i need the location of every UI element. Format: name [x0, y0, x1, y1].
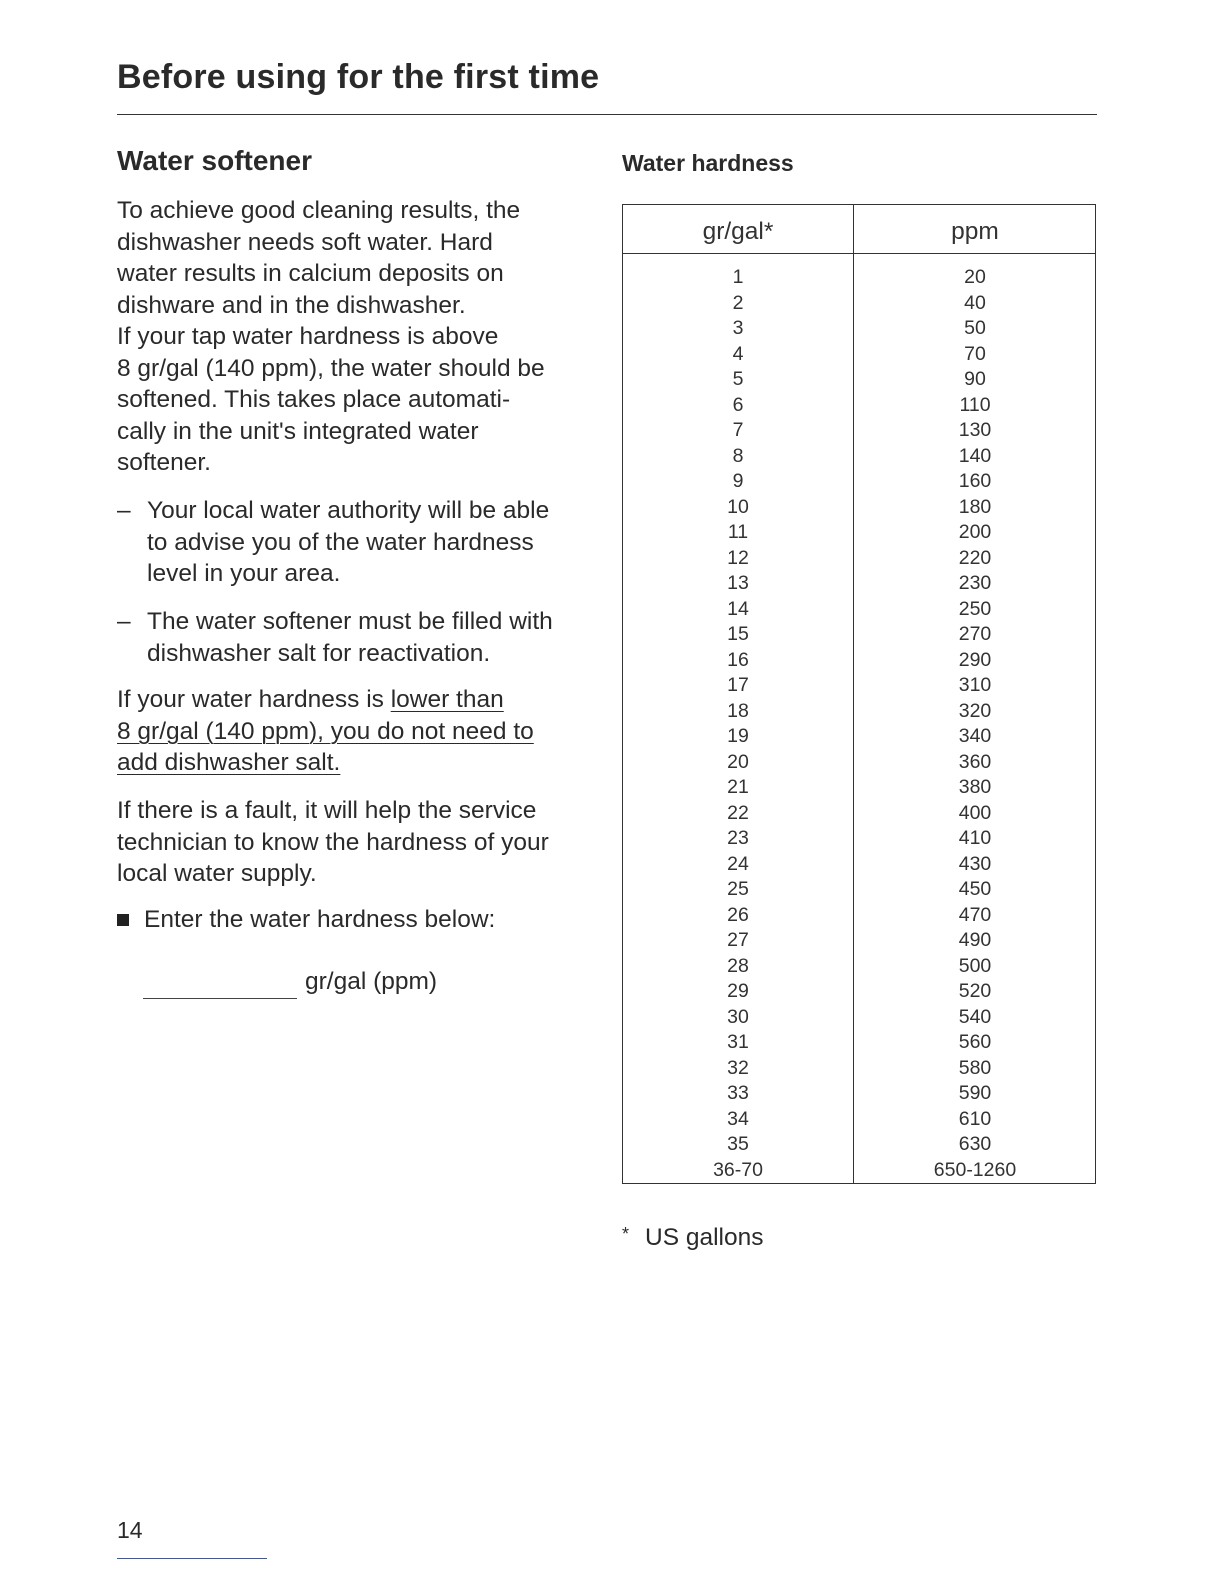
grgal-cell: 13 [727, 572, 749, 594]
ppm-cell: 380 [958, 776, 992, 798]
text-line: cally in the unit's integrated water [117, 417, 479, 445]
ppm-cell: 90 [964, 368, 986, 390]
grgal-cell: 22 [727, 801, 749, 824]
text-line: technician to know the hardness of your [117, 828, 549, 856]
ppm-cell: 70 [964, 342, 986, 365]
text-line: To achieve good cleaning results, the [117, 197, 521, 224]
grgal-cell: 29 [727, 980, 749, 1002]
ppm-cell: 580 [958, 1056, 992, 1079]
water-hardness-table [622, 204, 1096, 1184]
grgal-cell: 34 [727, 1107, 749, 1130]
ppm-cell: 340 [958, 725, 992, 747]
ppm-cell: 310 [958, 674, 992, 696]
ppm-cell: 540 [958, 1005, 992, 1028]
text-plain: If your water hardness is [117, 686, 391, 713]
table-heading: Water hardness [622, 150, 794, 176]
salt-note-paragraph [117, 684, 597, 779]
grgal-cell: 27 [727, 929, 749, 951]
grgal-cell: 18 [727, 699, 749, 722]
text-line: dishwasher salt for reactivation. [147, 639, 491, 667]
grgal-cell: 23 [727, 827, 749, 849]
entry-unit-label: gr/gal (ppm) [305, 968, 438, 995]
section-heading: Water softener [117, 145, 313, 176]
ppm-cell: 630 [958, 1133, 992, 1155]
ppm-cell: 270 [958, 623, 992, 645]
ppm-cell: 590 [958, 1082, 992, 1104]
ppm-cell: 360 [958, 750, 992, 773]
ppm-cell: 220 [958, 546, 992, 569]
ppm-cell: 470 [958, 903, 992, 926]
action-item [117, 904, 495, 936]
ppm-cell: 140 [958, 444, 992, 467]
ppm-cell: 520 [958, 980, 992, 1002]
footnote-marker: * [622, 1224, 630, 1244]
dash-bullet: – [117, 497, 131, 524]
grgal-cell: 6 [732, 393, 744, 416]
intro-paragraph [117, 195, 597, 479]
grgal-cell: 2 [732, 291, 744, 314]
grgal-cell: 30 [727, 1005, 749, 1028]
action-text: Enter the water hardness below: [144, 906, 496, 933]
ppm-cell: 410 [958, 827, 992, 849]
footer-rule [117, 1558, 267, 1559]
ppm-cell: 320 [958, 699, 992, 722]
grgal-cell: 19 [727, 725, 749, 747]
text-line: water results in calcium deposits on [117, 260, 504, 287]
fault-paragraph [117, 795, 597, 890]
grgal-cell: 26 [727, 903, 749, 926]
ppm-cell: 230 [958, 572, 992, 594]
grgal-cell: 15 [727, 623, 749, 645]
grgal-cell: 31 [727, 1031, 749, 1053]
text-line: softened. This takes place automati- [117, 386, 511, 413]
grgal-cell: 16 [727, 648, 749, 671]
ppm-cell: 650-1260 [933, 1158, 1017, 1181]
grgal-cell: 9 [732, 470, 744, 492]
text-line: softener. [117, 449, 211, 476]
square-bullet-icon [117, 914, 129, 926]
footnote-text: US gallons [645, 1224, 764, 1251]
grgal-cell: 24 [727, 852, 749, 875]
dash-bullet: – [117, 608, 131, 635]
ppm-cell: 250 [958, 597, 992, 620]
ppm-cell: 490 [958, 929, 992, 951]
grgal-cell: 4 [732, 342, 744, 365]
ppm-cell: 160 [958, 470, 992, 492]
footnote [622, 1224, 764, 1252]
text-line: level in your area. [147, 560, 341, 587]
text-line [117, 684, 597, 716]
ppm-cell: 430 [958, 852, 992, 875]
grgal-cell: 28 [727, 954, 749, 977]
text-line: If there is a fault, it will help the service [117, 797, 537, 824]
hardness-entry-blank[interactable] [143, 998, 297, 999]
grgal-cell: 1 [732, 266, 744, 288]
grgal-cell: 14 [727, 597, 749, 620]
text-line: If your tap water hardness is above [117, 323, 499, 350]
grgal-cell: 25 [727, 878, 749, 900]
ppm-cell: 40 [964, 291, 986, 314]
ppm-cell: 400 [958, 801, 992, 824]
ppm-cell: 500 [958, 954, 992, 977]
dash-list-item [117, 495, 597, 590]
ppm-cell: 50 [964, 317, 986, 339]
text-line: dishware and in the dishwasher. [117, 291, 466, 319]
column-header-ppm: ppm [951, 218, 999, 245]
ppm-cell: 450 [958, 878, 992, 900]
grgal-cell: 5 [732, 368, 744, 390]
page-title: Before using for the first time [117, 58, 600, 96]
text-line: local water supply. [117, 860, 317, 887]
text-line: to advise you of the water hardness [147, 528, 534, 556]
grgal-cell: 7 [732, 419, 744, 441]
title-divider [117, 114, 1097, 115]
ppm-cell: 180 [958, 495, 992, 518]
grgal-cell: 35 [727, 1133, 749, 1155]
text-line: Your local water authority will be able [147, 497, 550, 524]
grgal-cell: 3 [732, 317, 744, 339]
grgal-cell: 33 [727, 1082, 749, 1104]
dash-list-item [117, 606, 597, 669]
grgal-cell: 20 [727, 750, 749, 773]
text-line: 8 gr/gal (140 ppm), the water should be [117, 354, 545, 382]
ppm-cell: 130 [958, 419, 992, 441]
grgal-cell: 36-70 [713, 1158, 763, 1181]
grgal-cell: 17 [727, 674, 749, 696]
grgal-cell: 11 [727, 521, 749, 543]
underlined-text: lower than [390, 686, 504, 713]
grgal-cell: 8 [732, 444, 744, 467]
ppm-cell: 20 [964, 266, 986, 288]
grgal-cell: 12 [727, 546, 749, 569]
grgal-column [623, 265, 853, 1183]
column-header-grgal: gr/gal* [702, 218, 774, 245]
text-line: The water softener must be filled with [147, 608, 553, 635]
grgal-cell: 32 [727, 1056, 749, 1079]
ppm-column [853, 265, 1097, 1183]
ppm-cell: 200 [958, 521, 992, 543]
ppm-cell: 610 [958, 1107, 992, 1130]
header-divider [623, 253, 1095, 254]
text-line: dishwasher needs soft water. Hard [117, 228, 493, 256]
grgal-cell: 10 [727, 495, 749, 518]
ppm-cell: 560 [958, 1031, 992, 1053]
ppm-cell: 110 [959, 393, 991, 416]
ppm-cell: 290 [958, 648, 992, 671]
underlined-text: add dishwasher salt. [117, 749, 341, 776]
underlined-text: 8 gr/gal (140 ppm), you do not need to [117, 717, 534, 745]
page-number: 14 [117, 1517, 143, 1543]
grgal-cell: 21 [727, 776, 749, 798]
